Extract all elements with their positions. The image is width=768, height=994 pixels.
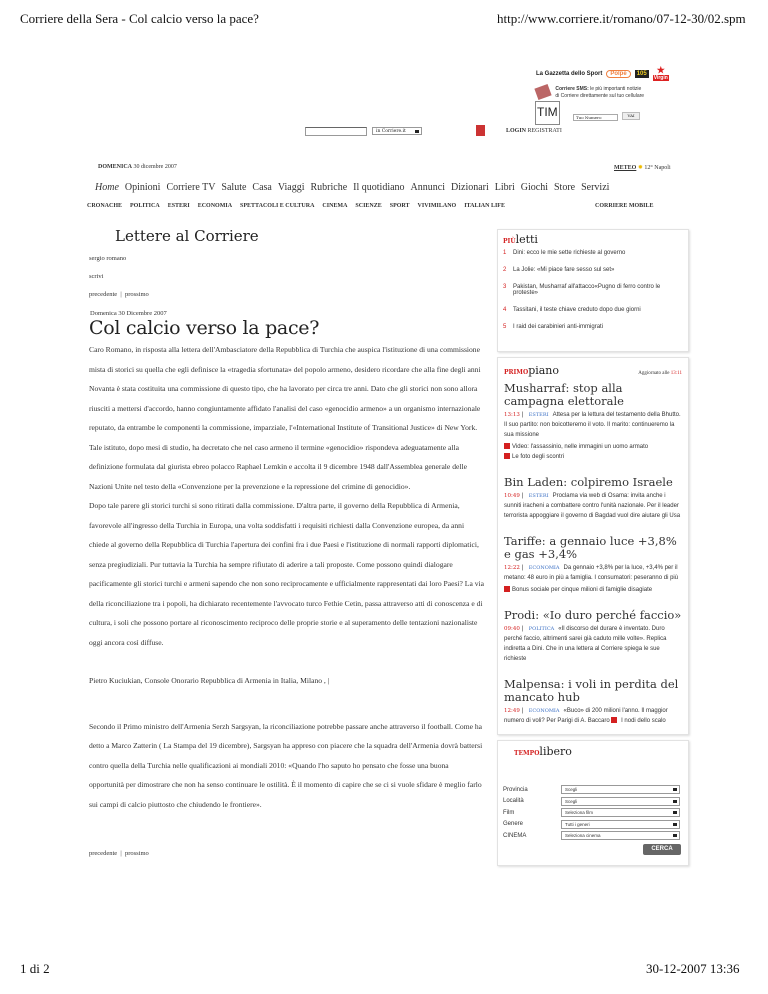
- section-title: Lettere al Corriere: [115, 227, 259, 245]
- nav-viaggi[interactable]: Viaggi: [277, 182, 305, 193]
- most-read-item[interactable]: 2 La Jolie: «Mi piace fare sesso sul set»: [503, 267, 615, 273]
- nav-home[interactable]: Home: [95, 182, 119, 193]
- nav-spettacoli[interactable]: SPETTACOLI E CULTURA: [240, 203, 315, 209]
- search-input[interactable]: [305, 127, 367, 136]
- register-link[interactable]: REGISTRATI: [527, 128, 562, 134]
- cinema-select[interactable]: Seleziona cinema: [561, 831, 680, 840]
- search-scope-select[interactable]: in Corriere.it: [372, 127, 422, 135]
- search-go-icon[interactable]: [476, 125, 485, 136]
- genere-select[interactable]: Tutti i generi: [561, 820, 680, 829]
- most-read-box: [497, 229, 689, 352]
- nav-corriere-tv[interactable]: Corriere TV: [166, 182, 216, 193]
- article-title: Col calcio verso la pace?: [89, 317, 320, 339]
- nav-esteri[interactable]: ESTERI: [167, 203, 190, 209]
- top-news-box: [497, 357, 689, 735]
- nav-italian-life[interactable]: ITALIAN LIFE: [464, 203, 505, 209]
- phone-number-input[interactable]: Tuo Numero: [573, 114, 618, 121]
- letter-body: [89, 340, 484, 864]
- updated-time: Aggiornato alle 13:11: [638, 371, 682, 376]
- date-line: DOMENICA 30 dicembre 2007: [98, 164, 177, 170]
- letter-paragraph: Dopo tale parere gli storici turchi si sono ritirati dalla commissione. D'altra parte, il governo della Repubblica di Armenia, favorevole all'ingresso della Turchia in Europa, una volta soddisfatti i requisiti richiesti dalla Convenzione europea, da anni chiede al governo della Repubblica di Turchia l'apertura dei confini fra i due Paesi e l'istituzione di normali rapporti diplomatici, senza pregiudiziali. Pur tuttavia la Turchia ha sempre rifiutato di aderire a tali proposte. Come possono quindi dialogare pacificamente gli storici turchi e armeni sapendo che non sono reciprocamente e ufficialmente rappresentati dai loro Paesi? La via della riconciliazione tra i popoli, ha dichiarato recentemente l'avvocato turco Fethie Cetin, passa attraverso atti di conoscenza e di cultura, i soli che possono portare al riconoscimento reciproco delle proprie storie e al superamento delle tentazioni nazionaliste oggi ancora così diffuse.: [89, 501, 484, 647]
- login-link[interactable]: LOGIN: [506, 128, 527, 134]
- news-item: Malpensa: i voli in perdita del mancato hub 12:49 | ECONOMIA «Buco» di 200 milioni l'anno. Il maggior numero di voli? Per Parigi di A. Baccaro I nodi dello scalo: [504, 678, 682, 726]
- nav-scienze[interactable]: SCIENZE: [355, 203, 382, 209]
- letter-date: Domenica 30 Dicembre 2007: [90, 310, 167, 317]
- photo-icon: [504, 453, 510, 459]
- reply-paragraph: Secondo il Primo ministro dell'Armenia Serzh Sargsyan, la riconciliazione potrebbe passare anche attraverso il football. Come ha detto a Marco Zatterin ( La Stampa del 19 dicembre), Sargsyan ha appreso con piacere che la squadra dell'Armenia dovrà battersi contro quella della Turchia nelle qualificazioni ai mondiali 2010: «Quando l'ho saputo ho pensato che fosse una buona opportunità per dimostrare che non ha senso continuare le ostilità. È il momento di capire che se ci si vuole sfidare è meglio farlo sui campi di calcio piuttosto che chiudendo le frontiere».: [89, 721, 483, 809]
- nav-sport[interactable]: SPORT: [389, 203, 410, 209]
- partner-logos: [536, 66, 669, 81]
- section-tag[interactable]: ESTERI: [528, 412, 549, 418]
- sun-icon: ✹: [637, 165, 643, 171]
- bullet-icon: [611, 717, 617, 723]
- phone-icon: [534, 84, 551, 100]
- news-title[interactable]: Musharraf: stop alla campagna elettorale: [504, 381, 624, 408]
- nav-annunci[interactable]: Annunci: [410, 182, 445, 193]
- section-tag[interactable]: ESTERI: [528, 493, 549, 499]
- cinema-search-form: Provincia Scegli Località Scegli Film Seleziona film Genere Tutti i generi CINEMA Seleziona cinema: [503, 784, 682, 842]
- news-item: Bin Laden: colpiremo Israele 10:49 | ESTERI Proclama via web di Osama: invita anche i sunniti iracheni a combattere contro l'unità nazionale. Per il leader terrorista appoggiare il governo di Bagdad vuol dire aiutare gli Usa: [504, 475, 681, 519]
- page-title: Corriere della Sera - Col calcio verso la pace?: [20, 11, 259, 26]
- localita-select[interactable]: Scegli: [561, 797, 680, 806]
- section-tag[interactable]: ECONOMIA: [528, 565, 560, 571]
- prev-link[interactable]: precedente: [89, 291, 118, 298]
- nav-cronache[interactable]: CRONACHE: [87, 203, 123, 209]
- section-tag[interactable]: ECONOMIA: [528, 708, 560, 714]
- partner-105[interactable]: 105: [636, 70, 647, 77]
- nav-vivimilano[interactable]: VIVIMILANO: [417, 203, 457, 209]
- bottom-pagination: precedente | prossimo: [89, 850, 149, 857]
- most-read-item[interactable]: 1 Dini: ecco le mie sette richieste al governo: [503, 250, 626, 256]
- partner-polpe[interactable]: Polpe: [606, 70, 630, 78]
- virgin-star-icon: ★: [656, 65, 665, 75]
- prev-link[interactable]: precedente: [89, 850, 118, 857]
- related-link[interactable]: I nodi dello scalo: [621, 718, 666, 724]
- sms-go-button[interactable]: VAI: [622, 112, 640, 120]
- news-title[interactable]: Bin Laden: colpiremo Israele: [504, 475, 673, 489]
- leisure-title: TEMPOlibero: [514, 745, 572, 758]
- page-url: http://www.corriere.it/romano/07-12-30/02.spm: [497, 11, 746, 26]
- nav-rubriche[interactable]: Rubriche: [310, 182, 348, 193]
- author-link[interactable]: sergio romano: [89, 255, 127, 262]
- leisure-box: [497, 740, 689, 866]
- news-item: Tariffe: a gennaio luce +3,8% e gas +3,4% 12:22 | ECONOMIA Da gennaio +3,8% per la luce, +3,4% per il metano: 48 euro in più a famiglia. I consumatori: peseranno di più Bonus sociale per cinque milioni di famiglie disagiate: [504, 535, 682, 595]
- related-link[interactable]: Video: l'assassinio, nelle immagini un uomo armato: [512, 444, 649, 450]
- news-item: Prodi: «Io duro perché faccio» 09:40 | POLITICA «Il discorso del durare è inventato. Duro perché faccio, altrimenti sarei già caduto mille volte». Replica indiretta a Dini. Che in una lettera al Corriere spiega le sue richieste: [504, 608, 682, 662]
- nav-libri[interactable]: Libri: [494, 182, 515, 193]
- page-counter: 1 di 2: [20, 961, 50, 976]
- nav-politica[interactable]: POLITICA: [130, 203, 160, 209]
- most-read-item[interactable]: 4 Tassitani, il teste chiave creduto dopo due giorni: [503, 307, 641, 313]
- weather: METEO ✹ 12° Napoli: [614, 165, 671, 171]
- nav-casa[interactable]: Casa: [252, 182, 272, 193]
- right-column: [497, 229, 689, 866]
- related-link[interactable]: Bonus sociale per cinque milioni di famiglie disagiate: [512, 587, 653, 593]
- letter-signature: Pietro Kuciukian, Console Onorario Repubblica di Armenia in Italia, Milano , |: [89, 676, 330, 685]
- news-title[interactable]: Prodi: «Io duro perché faccio»: [504, 608, 682, 622]
- news-title[interactable]: Malpensa: i voli in perdita del mancato hub: [504, 677, 679, 704]
- next-link[interactable]: prossimo: [124, 850, 149, 857]
- nav-servizi[interactable]: Servizi: [581, 182, 610, 193]
- top-news-title: PRIMOpiano: [504, 364, 560, 377]
- nav-giochi[interactable]: Giochi: [520, 182, 548, 193]
- nav-dizionari[interactable]: Dizionari: [451, 182, 489, 193]
- news-item: Musharraf: stop alla campagna elettorale 13:13 | ESTERI Attesa per la lettura del testamento della Bhutto. Il suo partito: non boicotteremo il voto. Il marito: continueremo la sua missione Video: l'assassinio, nelle immagini un uomo armato Le foto degli scontri: [504, 381, 681, 460]
- film-select[interactable]: Seleziona film: [561, 808, 680, 817]
- section-nav: [87, 203, 513, 209]
- meteo-link[interactable]: METEO: [614, 165, 637, 171]
- letter-paragraph: Caro Romano, in risposta alla lettera dell'Ambasciatore della Repubblica di Turchia che auspica l'istituzione di una commissione mista di storici su quella che egli definisce la «tragedia sfortunata» del popolo armeno, desidero ricordare che alla fine degli anni Novanta è stata costituita una commissione di questo tipo, che ha lavorato per circa tre anni. Dato che gli storici non sono allora riusciti a mettersi d'accordo, hanno congiuntamente affidato l'analisi del caso «genocidio armeno» a un organismo internazionale reputato, da entrambe le componenti la commissione, imparziale, l'«International Institute of Transitional Justice» di New York. Tale istituto, dopo mesi di studio, ha decretato che nel caso armeno il termine «genocidio» rispondeva adeguatamente alla definizione formulata dal giurista ebreo polacco Raphael Lemkin e accolta il 9 dicembre 1948 dall'Assemblea generale delle Nazioni Unite nel testo della «Convenzione per la prevenzione e la repressione del crimine di genocidio».: [89, 345, 481, 491]
- video-icon: [504, 443, 510, 449]
- next-link[interactable]: prossimo: [124, 291, 149, 298]
- account-links: [506, 128, 562, 134]
- write-link[interactable]: scrivi: [89, 273, 104, 280]
- nav-store[interactable]: Store: [553, 182, 576, 193]
- main-nav: [95, 182, 615, 193]
- provincia-select[interactable]: Scegli: [561, 785, 680, 794]
- bullet-icon: [504, 586, 510, 592]
- section-tag[interactable]: POLITICA: [528, 626, 555, 632]
- nav-cinema[interactable]: CINEMA: [322, 203, 348, 209]
- search-button[interactable]: CERCA: [643, 844, 681, 855]
- related-link[interactable]: Le foto degli scontri: [512, 454, 565, 460]
- nav-salute[interactable]: Salute: [221, 182, 247, 193]
- most-read-item[interactable]: 3 Pakistan, Musharraf all'attacco«Pugno di ferro contro le proteste»: [503, 284, 661, 296]
- operator-select[interactable]: TIM: [535, 101, 560, 125]
- partner-virgin[interactable]: ★ Virgin: [653, 65, 668, 81]
- news-title[interactable]: Tariffe: a gennaio luce +3,8% e gas +3,4%: [504, 534, 677, 561]
- most-read-title: PIÙletti: [503, 233, 538, 246]
- sms-promo: Corriere SMS: le più importanti notizie di Corriere direttamente sul tuo cellulare: [536, 86, 644, 100]
- print-datetime: 30-12-2007 13:36: [646, 961, 740, 976]
- nav-opinioni[interactable]: Opinioni: [124, 182, 161, 193]
- letter-meta: sergio romano scrivi precedente | prossimo: [89, 250, 149, 304]
- partner-gazzetta[interactable]: La Gazzetta dello Sport: [536, 70, 603, 77]
- nav-quotidiano[interactable]: Il quotidiano: [353, 182, 405, 193]
- most-read-item[interactable]: 5 I raid dei carabinieri anti-immigrati: [503, 324, 604, 330]
- nav-economia[interactable]: ECONOMIA: [197, 203, 233, 209]
- nav-corriere-mobile[interactable]: CORRIERE MOBILE: [595, 203, 654, 209]
